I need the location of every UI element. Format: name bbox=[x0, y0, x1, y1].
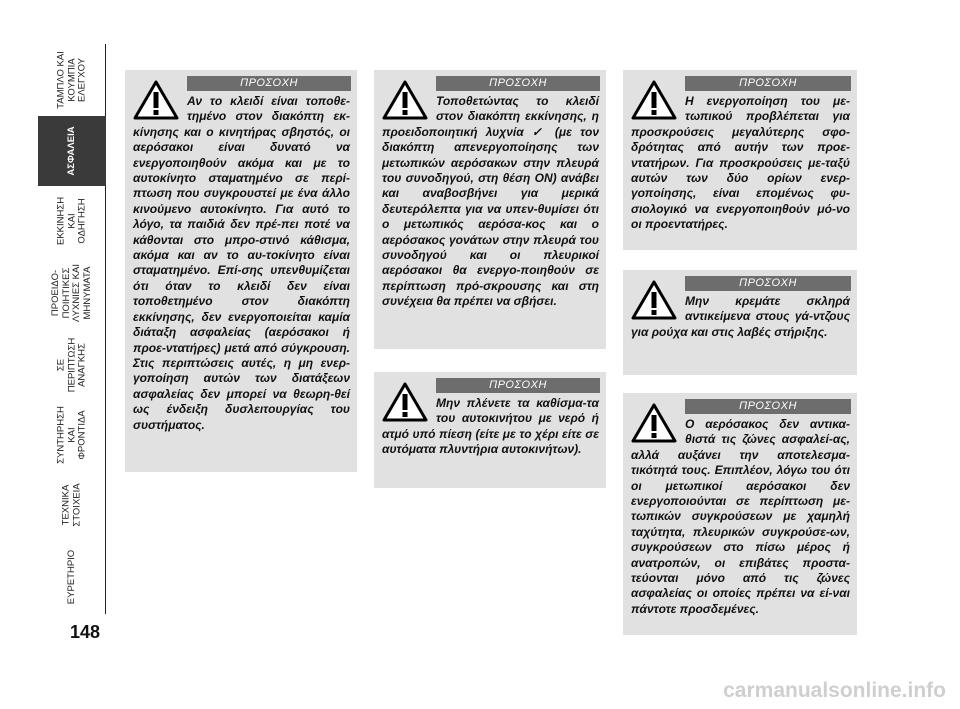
warning-triangle-icon bbox=[631, 280, 677, 320]
tab-label: ΤΑΜΠΛΟ ΚΑΙ ΚΟΥΜΠΙΑ ΕΛΕΓΧΟΥ bbox=[54, 51, 87, 109]
tab-label: ΣΥΝΤΗΡΗΣΗ ΚΑΙ ΦΡΟΝΤΙΔΑ bbox=[54, 406, 87, 464]
tab-label: ΕΥΡΕΤΗΡΙΟ bbox=[65, 549, 77, 605]
warning-header: ΠΡΟΣΟΧΗ bbox=[187, 76, 351, 91]
tab-safety[interactable] bbox=[38, 116, 106, 186]
tab-dashboard[interactable] bbox=[38, 44, 106, 116]
tab-technical-data[interactable] bbox=[38, 470, 106, 540]
warning-box-key-ignition bbox=[125, 70, 357, 472]
tab-label: ΤΕΧΝΙΚΑ ΣΤΟΙΧΕΙΑ bbox=[60, 483, 82, 527]
warning-text: Τοποθετώντας το κλειδί στον διακόπτη εκκίνησης, η προειδοποιητική λυχνία ✓ (με τον διακόπτη απενεργοποίησης των μετωπικών αερόσακων στην πλευρά του συνοδηγού, στη θέση ON) ανάβει και αναβοσβήνει για μερικά δευτερόλεπτα για να υπεν-θυμίσει ότι ο μετωπικός αερόσα-κος και ο αερόσακος γονάτων στην πλευρά του συνοδηγού και οι πλευρικοί αερόσακοι θα ενεργο-ποιηθούν σε περίπτωση πρό-σκρουσης και στη συνέχεια θα πρέπει να σβήσει. bbox=[382, 94, 599, 309]
watermark: carmanualsonline.info bbox=[723, 679, 946, 702]
warning-header: ΠΡΟΣΟΧΗ bbox=[685, 276, 851, 291]
warning-header: ΠΡΟΣΟΧΗ bbox=[436, 76, 600, 91]
warning-triangle-icon bbox=[631, 403, 677, 443]
tab-label: ΑΣΦΑΛΕΙΑ bbox=[65, 126, 77, 176]
tab-label: ΕΚΚΙΝΗΣΗ ΚΑΙ ΟΔΗΓΗΣΗ bbox=[54, 196, 87, 246]
warning-box-front-airbag bbox=[623, 70, 857, 250]
warning-triangle-icon bbox=[631, 80, 677, 120]
warning-header: ΠΡΟΣΟΧΗ bbox=[685, 76, 851, 91]
warning-box-seat-belts bbox=[623, 393, 857, 635]
warning-triangle-icon bbox=[382, 80, 428, 120]
tab-label: ΠΡΟΕΙΔΟ- ΠΟΙΗΤΙΚΕΣ ΛΥΧΝΙΕΣ ΚΑΙ ΜΗΝΥΜΑΤΑ bbox=[49, 264, 92, 322]
warning-header: ΠΡΟΣΟΧΗ bbox=[685, 399, 851, 414]
tab-index[interactable] bbox=[38, 540, 106, 614]
tab-warning-lights[interactable] bbox=[38, 256, 106, 330]
warning-box-seat-washing bbox=[374, 372, 606, 488]
warning-text: Μην κρεμάτε σκληρά αντικείμενα στους γά-ντζους για ρούχα και στις λαβές στήριξης. bbox=[631, 294, 850, 339]
warning-text: Η ενεργοποίηση του με-τωπικού προβλέπεται για προσκρούσεις μεγαλύτερης σφο-δρότητας από αυτήν των προε-ντατήρων. Για προσκρούσεις με-ταξύ αυτών των δύο ορίων ενερ-γοποίησης, είναι επομένως φυ-σιολογικό να ενεργοποιηθούν μό-νο οι προεντατήρες. bbox=[631, 94, 850, 232]
warning-text: Ο αερόσακος δεν αντικα-θιστά τις ζώνες ασφαλεί-ας, αλλά αυξάνει την αποτελεσμα-τικότητά τους. Επιπλέον, λόγω του ότι οι μετωπικοί αερόσακοι δεν ενεργοποιούνται σε περίπτωση με-τωπικών συγκρούσεων με χαμηλή ταχύτητα, πλευρικών συγκρούσε-ων, συγκρούσεων στο πίσω μέρος ή ανατροπών, οι επιβάτες προστα-τεύονται μόνο από τις ζώνες ασφαλείας οι οποίες πρέπει να εί-ναι πάντοτε προσδεμένες. bbox=[631, 417, 850, 616]
warning-triangle-icon bbox=[382, 382, 428, 422]
page-number: 148 bbox=[70, 622, 101, 642]
warning-triangle-icon bbox=[133, 80, 179, 120]
tab-starting-driving[interactable] bbox=[38, 186, 106, 256]
warning-box-hooks bbox=[623, 270, 857, 375]
warning-header: ΠΡΟΣΟΧΗ bbox=[436, 378, 600, 393]
warning-text: Μην πλένετε τα καθίσμα-τα του αυτοκινήτου με νερό ή ατμό υπό πίεση (είτε με το χέρι είτε σε αυτόματα πλυντήρια αυτοκινήτων). bbox=[382, 396, 599, 457]
warning-box-airbag-light bbox=[374, 70, 606, 349]
warning-text: Αν το κλειδί είναι τοποθε-τημένο στον διακόπτη εκ-κίνησης και ο κινητήρας σβηστός, οι αερόσακοι είναι δυνατό να ενεργοποιηθούν ακόμα και με το αυτοκίνητο σταματημένο σε περί-πτωση που συγκρουστεί με ένα άλλο κινούμενο αυτοκίνητο. Για αυτό το λόγο, τα παιδιά δεν πρέ-πει ποτέ να κάθονται στο μπρο-στινό κάθισμα, ακόμα και αν το αυ-τοκίνητο είναι σταματημένο. Επί-σης υπενθυμίζεται ότι όταν το κλειδί δεν είναι τοποθετημένο στον διακόπτη εκκίνησης, δεν ενεργοποιείται καμία διάταξη ασφαλείας (αερόσακοι ή προε-ντατήρες) μετά από σύγκρουση. Στις περιπτώσεις αυτές, η μη ενερ-γοποίηση αυτών των διατάξεων ασφαλείας δεν μπορεί να θεωρη-θεί ως ένδειξη δυσλειτουργίας του συστήματος. bbox=[133, 94, 350, 432]
tab-emergency[interactable] bbox=[38, 330, 106, 400]
tab-label: ΣΕ ΠΕΡΙΠΤΩΣΗ ΑΝΑΓΚΗΣ bbox=[54, 337, 87, 393]
tab-maintenance[interactable] bbox=[38, 400, 106, 470]
